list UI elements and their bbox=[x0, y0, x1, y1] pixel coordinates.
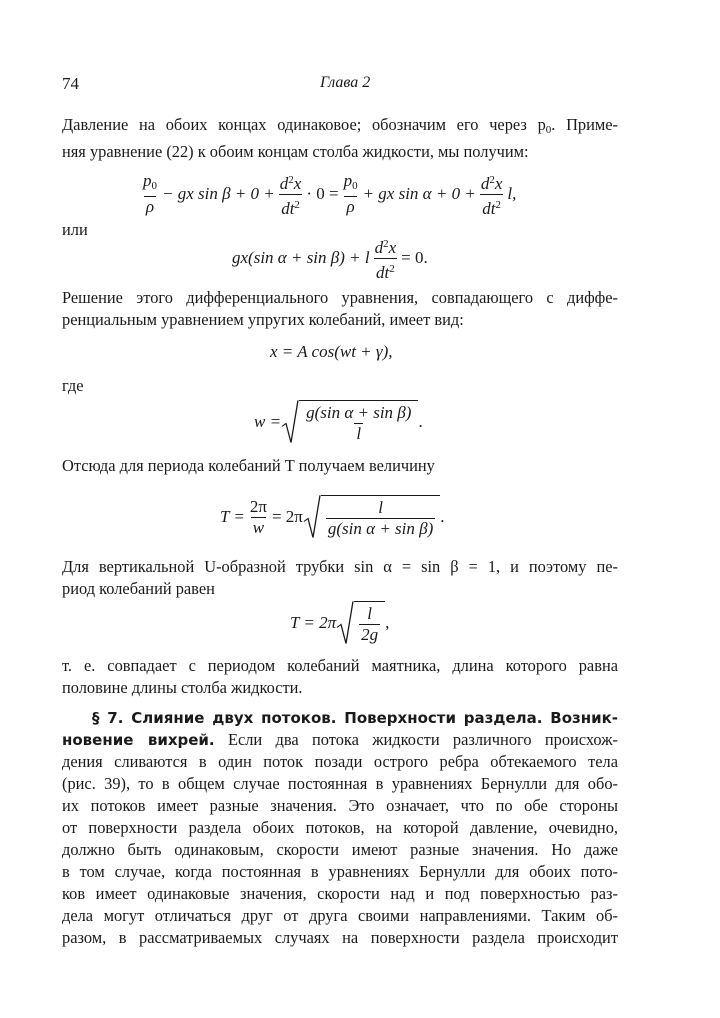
text-line: их потоков имеет разные значения. Это означает, что по обе стороны bbox=[62, 796, 618, 815]
text-line: в том случае, когда постоянная в уравнениях Бернулли для обоих пото- bbox=[62, 862, 618, 881]
text-line: новение вихрей. Если два потока жидкости различного происхож- bbox=[62, 730, 618, 749]
word-ili: или bbox=[62, 220, 88, 239]
text-line: т. е. совпадает с периодом колебаний маятника, длина которого равна bbox=[62, 656, 618, 675]
text-line: Для вертикальной U-образной трубки sin α = sin β = 1, и поэтому пе- bbox=[62, 557, 618, 576]
word-gde: где bbox=[62, 376, 84, 395]
frequency-formula: w = $\frac{\text{g(sin α + sin β)}}{l}$ . bbox=[254, 392, 423, 452]
text-line: (рис. 39), то в общем случае постоянная в уравнениях Бернулли для обо- bbox=[62, 774, 618, 793]
sqrt-sign: $\frac{l}{\text{g(sin α + sin β)}}$ bbox=[303, 495, 440, 539]
paragraph-pendulum bbox=[62, 655, 618, 699]
text-line: от поверхности раздела обоих потоков, на которой давление, очевидно, bbox=[62, 818, 618, 837]
text-line: Давление на обоих концах одинаковое; обозначим его через $p_0$. Приме- bbox=[62, 115, 619, 136]
sqrt-sign: $\frac{l}{2g}$ bbox=[336, 601, 385, 645]
paragraph-period bbox=[62, 455, 618, 477]
text-line: разом, в рассматриваемых случаях на поверхности раздела происходит bbox=[62, 928, 618, 947]
text-line: дения сливаются в один поток позади острого ребра обтекаемого тела bbox=[62, 752, 618, 771]
solution-formula: x = A cos(wt + γ), bbox=[270, 342, 393, 361]
text-line: дела могут отличаться друг от друга своими направлениями. Таким об- bbox=[62, 906, 618, 925]
bernoulli-equation: $\frac{p_0}{\rho}$ − gx sin β + 0 + $\frac{d^2x}{dt^2}$ · 0 = $\frac{p_0}{\rho}$ + gx sin α + 0 + $\frac{d^2x}{dt^2}$ l, bbox=[143, 171, 517, 218]
section-title: § 7. Слияние двух потоков. Поверхности раздела. Возник- bbox=[92, 709, 618, 727]
text-line: ков имеет одинаковые значения, скорости над и под поверхностью раз- bbox=[62, 884, 618, 903]
text-line: ренциальным уравнением упругих колебаний, имеет вид: bbox=[62, 310, 464, 329]
sqrt-sign: $\frac{\text{g(sin α + sin β)}}{l}$ bbox=[281, 400, 418, 444]
text-line: половине длины столба жидкости. bbox=[62, 678, 303, 697]
text-line: Отсюда для периода колебаний T получаем величину bbox=[62, 456, 435, 475]
pendulum-formula: T = 2π $\frac{l}{2g}$ , bbox=[290, 594, 389, 652]
running-head: Глава 2 bbox=[320, 74, 371, 91]
text-line: Решение этого дифференциального уравнения, совпадающего с диффе- bbox=[62, 288, 618, 307]
differential-equation: gx(sin α + sin β) + l $\frac{d^2x}{dt^2}$ = 0. bbox=[232, 237, 428, 282]
paragraph-pressure bbox=[62, 114, 618, 163]
text-line: должно быть одинаковым, скорости имеют разные значения. Но даже bbox=[62, 840, 618, 859]
text-line: риод колебаний равен bbox=[62, 579, 215, 598]
text-line: няя уравнение (22) к обоим концам столба жидкости, мы получим: bbox=[62, 142, 529, 161]
paragraph-solution bbox=[62, 287, 618, 331]
section-7 bbox=[62, 707, 618, 949]
page-number: 74 bbox=[62, 74, 79, 93]
period-formula: T = $\frac{2\pi}{w}$ = 2π $\frac{l}{\text{g(sin α + sin β)}}$ . bbox=[220, 496, 445, 538]
